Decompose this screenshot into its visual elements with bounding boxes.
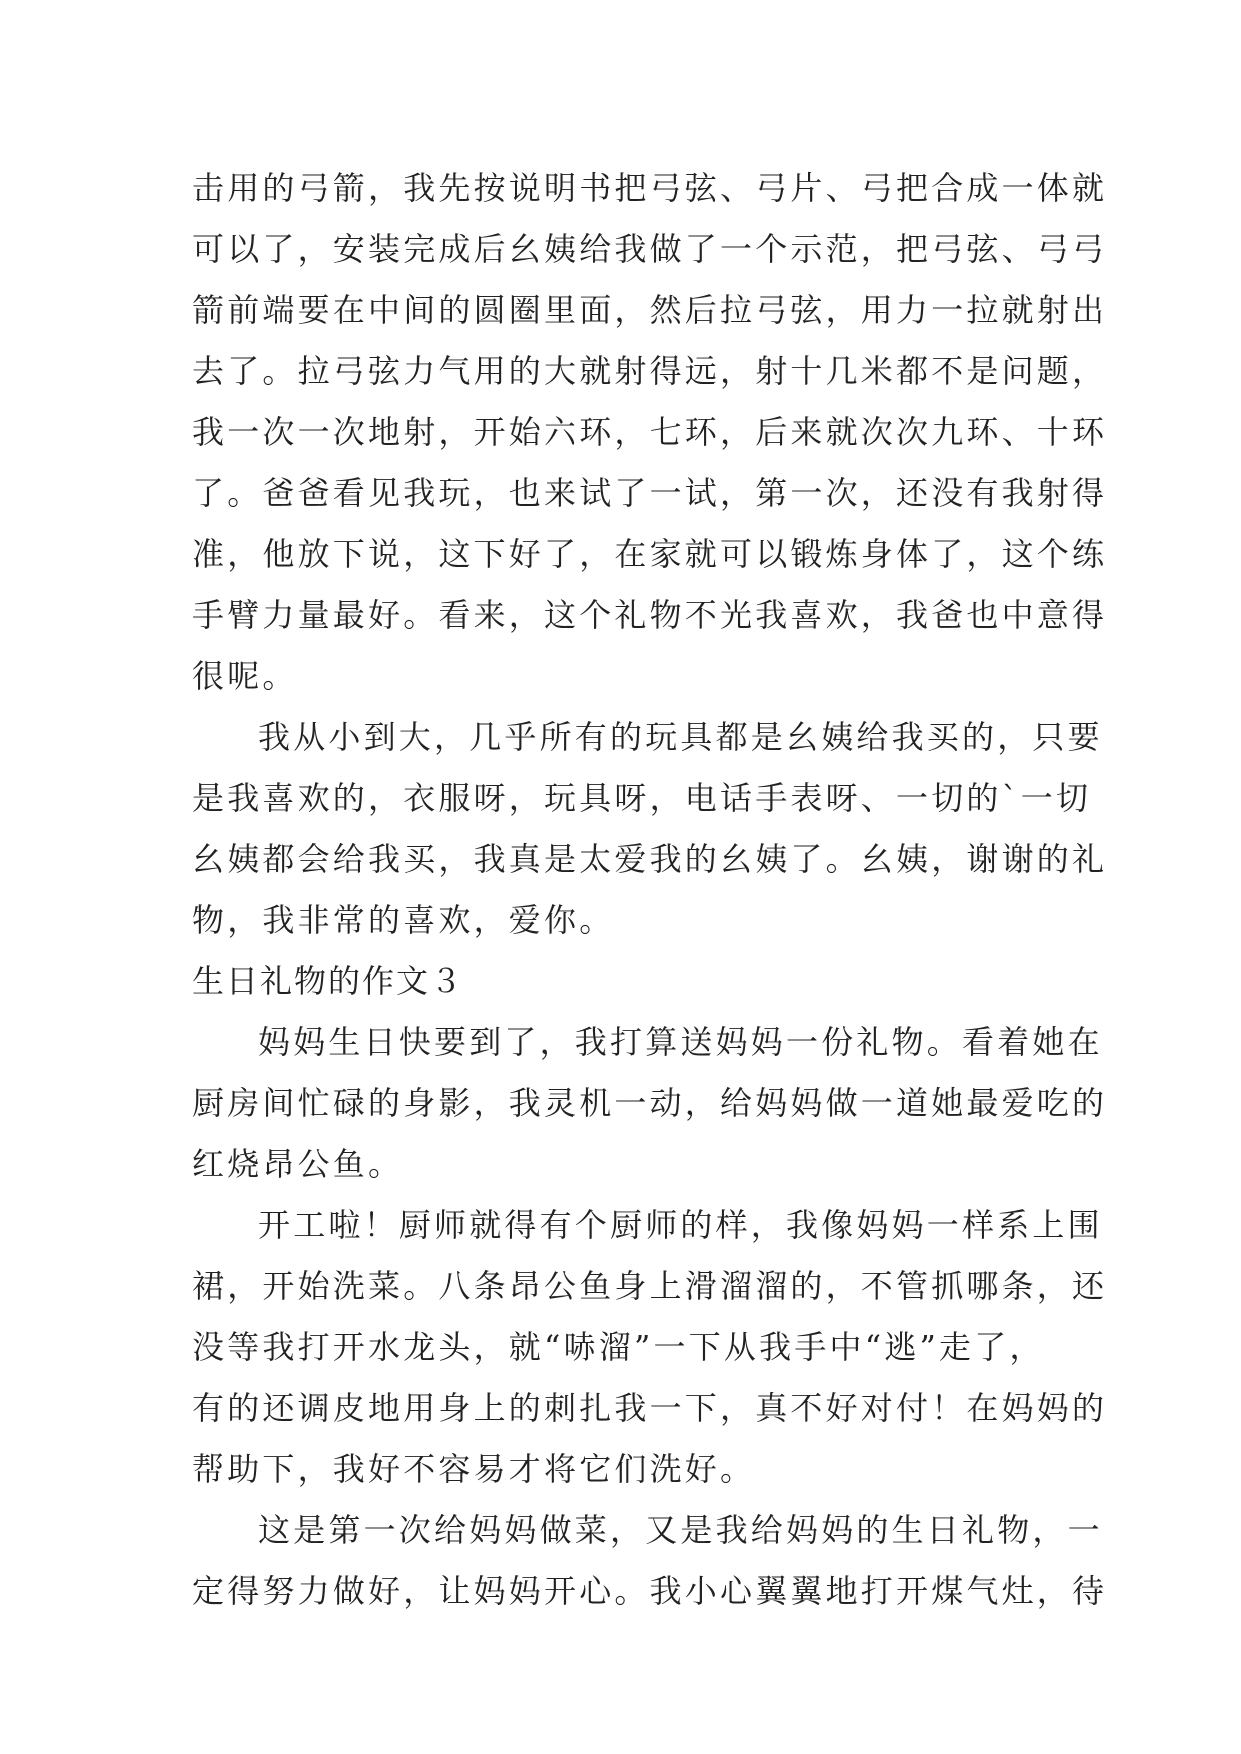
text-line: 红烧昂公鱼。	[192, 1145, 404, 1183]
text-line: 了。爸爸看见我玩，也来试了一试，第一次，还没有我射得	[192, 474, 1108, 512]
paragraph-first-line: 这是第一次给妈妈做菜，又是我给妈妈的生日礼物，一	[258, 1511, 1103, 1549]
text-line: 物，我非常的喜欢，爱你。	[192, 901, 615, 939]
paragraph-first-line: 我从小到大，几乎所有的玩具都是幺姨给我买的，只要	[258, 718, 1103, 756]
text-line: 帮助下，我好不容易才将它们洗好。	[192, 1450, 756, 1488]
text-line: 准，他放下说，这下好了，在家就可以锻炼身体了，这个练	[192, 535, 1108, 573]
paragraph-first-line: 开工啦！厨师就得有个厨师的样，我像妈妈一样系上围	[258, 1206, 1103, 1244]
text-line: 裙，开始洗菜。八条昂公鱼身上滑溜溜的，不管抓哪条，还	[192, 1267, 1108, 1305]
text-line: 箭前端要在中间的圆圈里面，然后拉弓弦，用力一拉就射出	[192, 291, 1108, 329]
text-line: 没等我打开水龙头，就“哧溜”一下从我手中“逃”走了，	[192, 1328, 1045, 1366]
text-line: 很呢。	[192, 657, 298, 695]
text-line: 去了。拉弓弦力气用的大就射得远，射十几米都不是问题，	[192, 352, 1108, 390]
section-heading: 生日礼物的作文３	[192, 962, 465, 1000]
text-line: 幺姨都会给我买，我真是太爱我的幺姨了。幺姨，谢谢的礼	[192, 840, 1108, 878]
text-line: 手臂力量最好。看来，这个礼物不光我喜欢，我爸也中意得	[192, 596, 1108, 634]
text-line: 击用的弓箭，我先按说明书把弓弦、弓片、弓把合成一体就	[192, 169, 1108, 207]
text-line: 有的还调皮地用身上的刺扎我一下，真不好对付！在妈妈的	[192, 1389, 1108, 1427]
text-line: 可以了，安装完成后幺姨给我做了一个示范，把弓弦、弓弓	[192, 230, 1108, 268]
document-body	[192, 158, 1108, 1622]
text-line: 定得努力做好，让妈妈开心。我小心翼翼地打开煤气灶，待	[192, 1572, 1108, 1610]
paragraph-first-line: 妈妈生日快要到了，我打算送妈妈一份礼物。看着她在	[258, 1023, 1103, 1061]
text-line: 我一次一次地射，开始六环，七环，后来就次次九环、十环	[192, 413, 1108, 451]
text-line: 是我喜欢的，衣服呀，玩具呀，电话手表呀、一切的`一切	[192, 779, 1092, 817]
text-line: 厨房间忙碌的身影，我灵机一动，给妈妈做一道她最爱吃的	[192, 1084, 1108, 1122]
